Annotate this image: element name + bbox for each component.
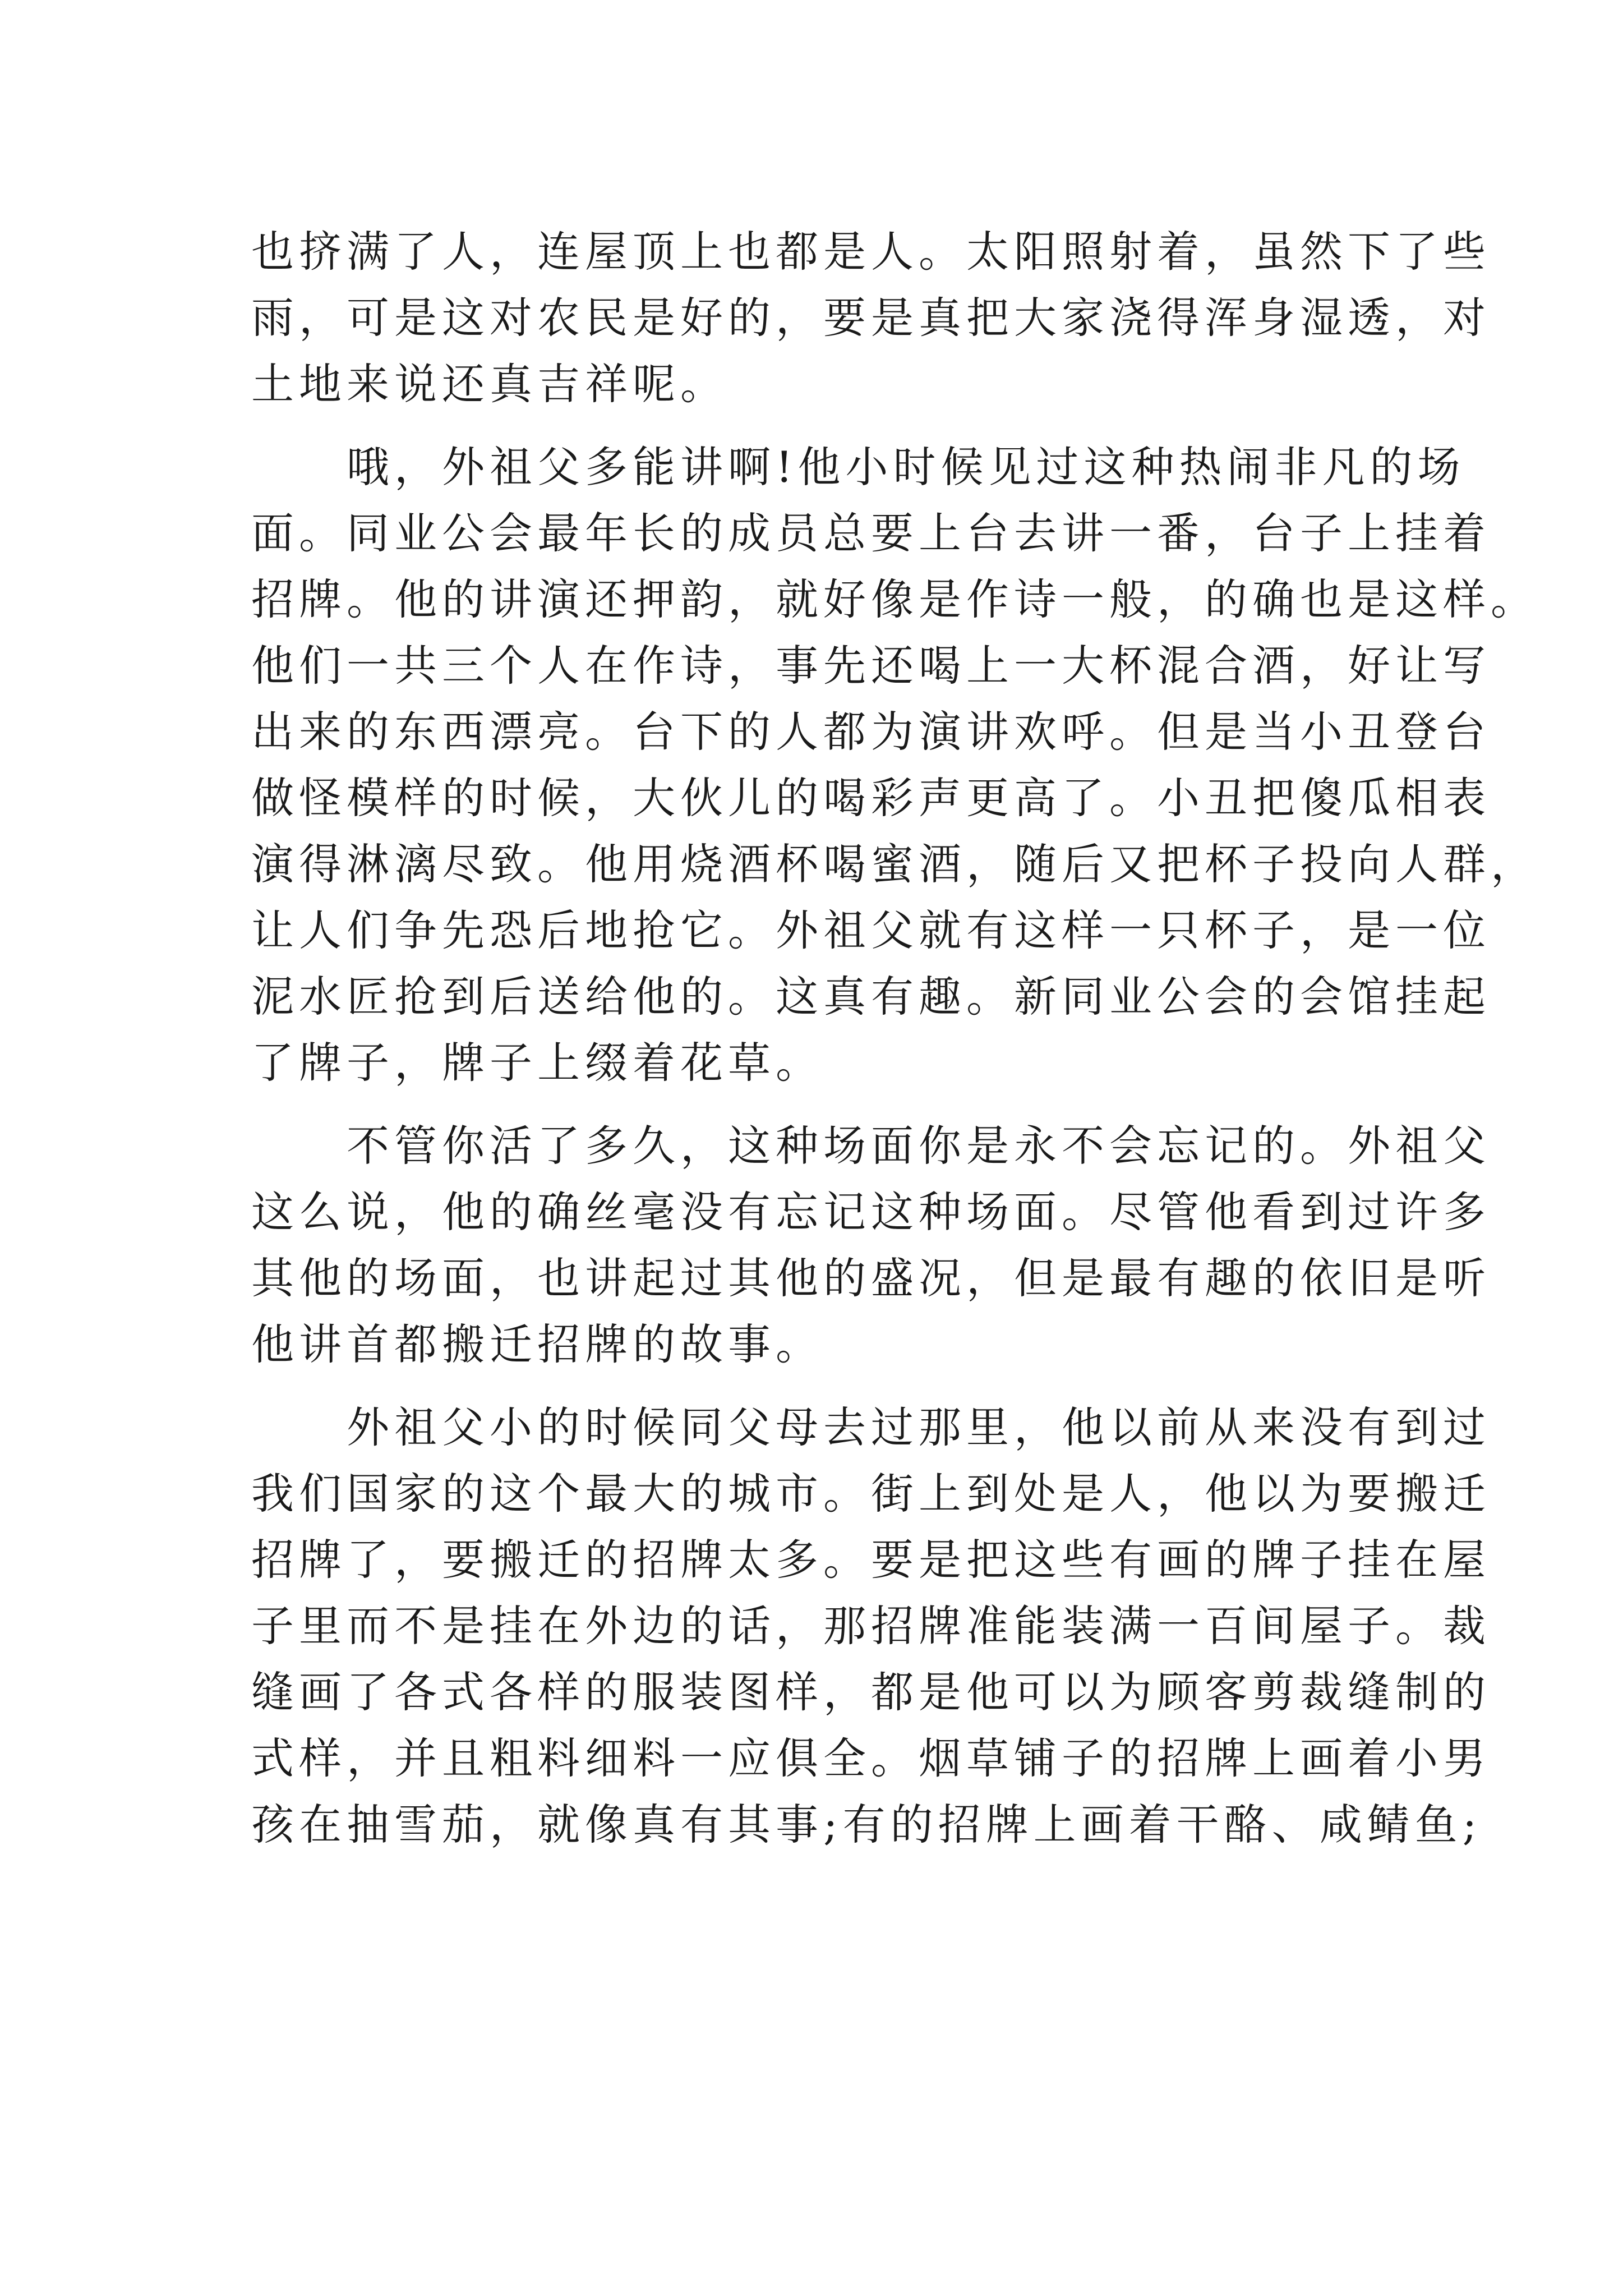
text-line: 了牌子，牌子上缀着花草。 xyxy=(251,1038,823,1088)
text-line: 演得淋漓尽致。他用烧酒杯喝蜜酒，随后又把杯子投向人群， xyxy=(251,839,1538,889)
text-line: 雨，可是这对农民是好的，要是真把大家浇得浑身湿透，对 xyxy=(251,293,1491,343)
paragraph-gap xyxy=(251,1096,1390,1113)
text-line: 不管你活了多久，这种场面你是永不会忘记的。外祖父 xyxy=(251,1121,1491,1171)
text-line: 子里而不是挂在外边的话，那招牌准能装满一百间屋子。裁 xyxy=(251,1601,1491,1651)
text-line: 泥水匠抢到后送给他的。这真有趣。新同业公会的会馆挂起 xyxy=(251,972,1491,1022)
paragraph-3 xyxy=(251,1113,1491,1378)
text-line: 其他的场面，也讲起过其他的盛况，但是最有趣的依旧是听 xyxy=(251,1253,1491,1303)
text-line: 出来的东西漂亮。台下的人都为演讲欢呼。但是当小丑登台 xyxy=(251,707,1491,757)
text-body xyxy=(251,219,1538,1858)
text-line: 也挤满了人，连屋顶上也都是人。太阳照射着，虽然下了些 xyxy=(251,227,1491,277)
text-line: 他们一共三个人在作诗，事先还喝上一大杯混合酒，好让写 xyxy=(251,641,1491,691)
paragraph-4 xyxy=(251,1395,1491,1858)
text-line: 土地来说还真吉祥呢。 xyxy=(251,359,728,409)
text-line: 让人们争先恐后地抢它。外祖父就有这样一只杯子，是一位 xyxy=(251,905,1491,955)
text-line: 招牌。他的讲演还押韵，就好像是作诗一般，的确也是这样。 xyxy=(251,574,1538,624)
text-line: 哦，外祖父多能讲啊!他小时候见过这种热闹非凡的场 xyxy=(251,442,1465,492)
text-line: 面。同业公会最年长的成员总要上台去讲一番，台子上挂着 xyxy=(251,508,1491,558)
text-line: 这么说，他的确丝毫没有忘记这种场面。尽管他看到过许多 xyxy=(251,1187,1491,1237)
paragraph-gap xyxy=(251,1378,1390,1395)
text-line: 招牌了，要搬迁的招牌太多。要是把这些有画的牌子挂在屋 xyxy=(251,1535,1491,1585)
text-line: 孩在抽雪茄，就像真有其事;有的招牌上画着干酪、咸鲭鱼; xyxy=(251,1800,1482,1849)
text-line: 他讲首都搬迁招牌的故事。 xyxy=(251,1319,823,1369)
text-line: 缝画了各式各样的服装图样，都是他可以为顾客剪裁缝制的 xyxy=(251,1667,1491,1717)
paragraph-gap xyxy=(251,417,1390,434)
paragraph-1 xyxy=(251,219,1491,417)
text-line: 做怪模样的时候，大伙儿的喝彩声更高了。小丑把傻瓜相表 xyxy=(251,773,1491,823)
paragraph-2 xyxy=(251,434,1538,1096)
text-line: 式样，并且粗料细料一应俱全。烟草铺子的招牌上画着小男 xyxy=(251,1733,1491,1783)
text-line: 外祖父小的时候同父母去过那里，他以前从来没有到过 xyxy=(251,1402,1491,1452)
text-line: 我们国家的这个最大的城市。街上到处是人，他以为要搬迁 xyxy=(251,1469,1491,1519)
